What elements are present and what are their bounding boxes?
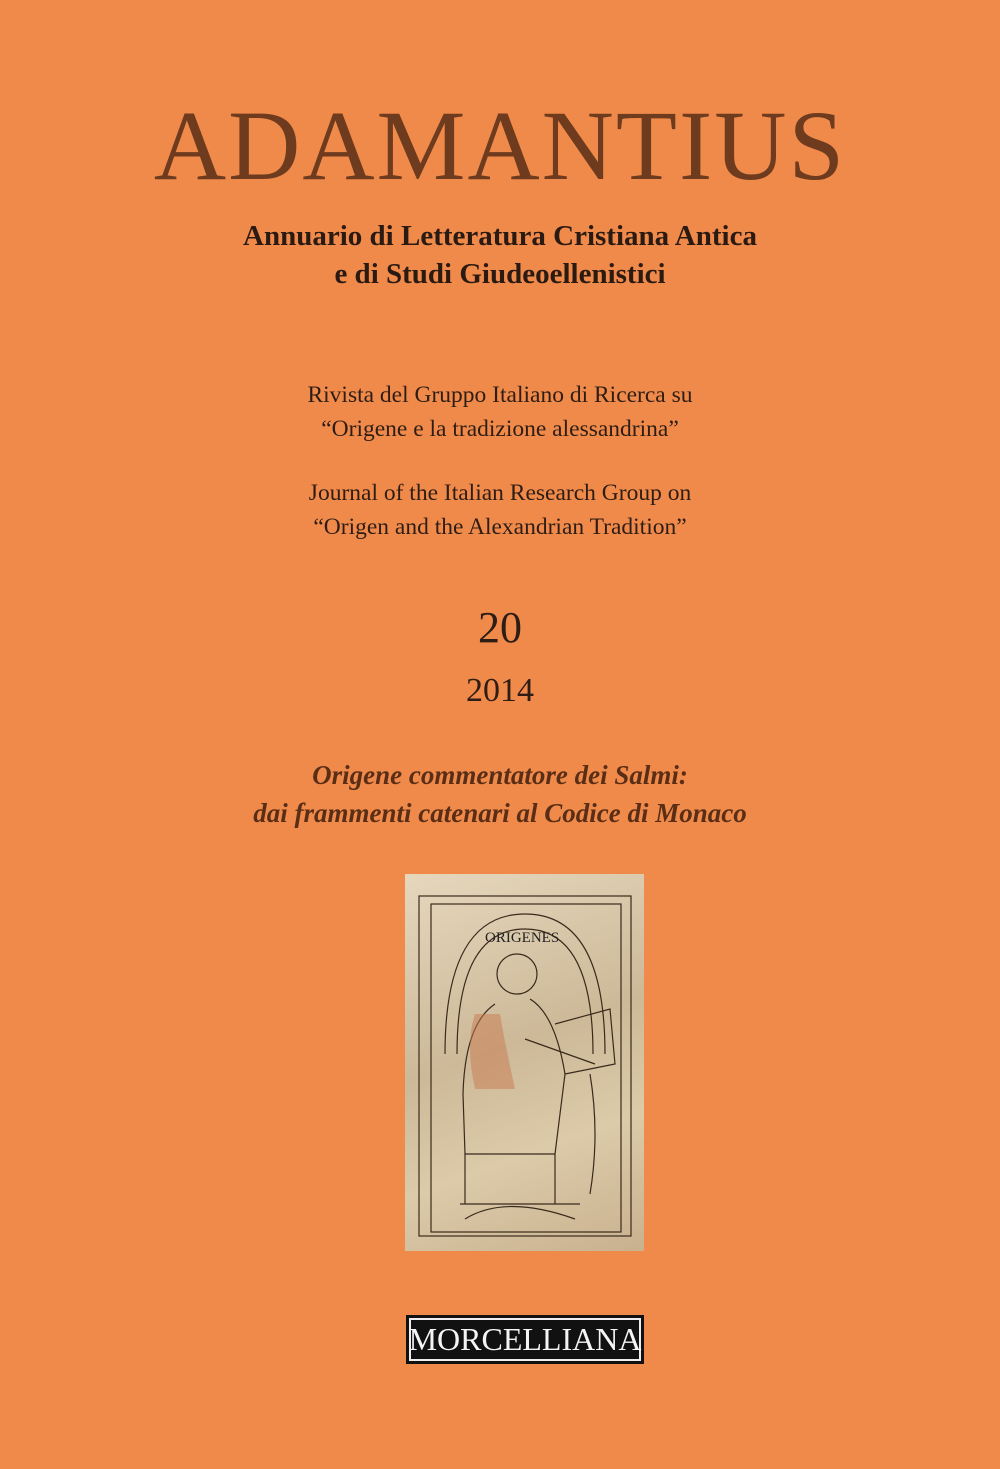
origen-drawing: [405, 874, 644, 1251]
publisher-name: MORCELLIANA: [409, 1318, 641, 1361]
issue-year: 2014: [466, 672, 534, 709]
english-description-2: “Origen and the Alexandrian Tradition”: [313, 514, 687, 540]
italian-description-2: “Origene e la tradizione alessandrina”: [321, 416, 679, 442]
english-description-1: Journal of the Italian Research Group on: [308, 480, 692, 506]
issue-number: 20: [478, 603, 522, 652]
publisher-logo: [406, 1315, 644, 1364]
subtitle-line-1: Annuario di Letteratura Cristiana Antica: [243, 220, 757, 252]
italian-description-1: Rivista del Gruppo Italiano di Ricerca su: [307, 382, 693, 408]
subtitle-line-2: e di Studi Giudeoellenistici: [334, 258, 666, 290]
origenes-label: ORIGENES: [485, 930, 560, 946]
issue-theme-line-2: dai frammenti catenari al Codice di Monaco: [253, 798, 747, 828]
journal-title: ADAMANTIUS: [153, 90, 847, 201]
issue-theme-line-1: Origene commentatore dei Salmi:: [312, 760, 688, 790]
manuscript-illustration: [405, 874, 644, 1251]
